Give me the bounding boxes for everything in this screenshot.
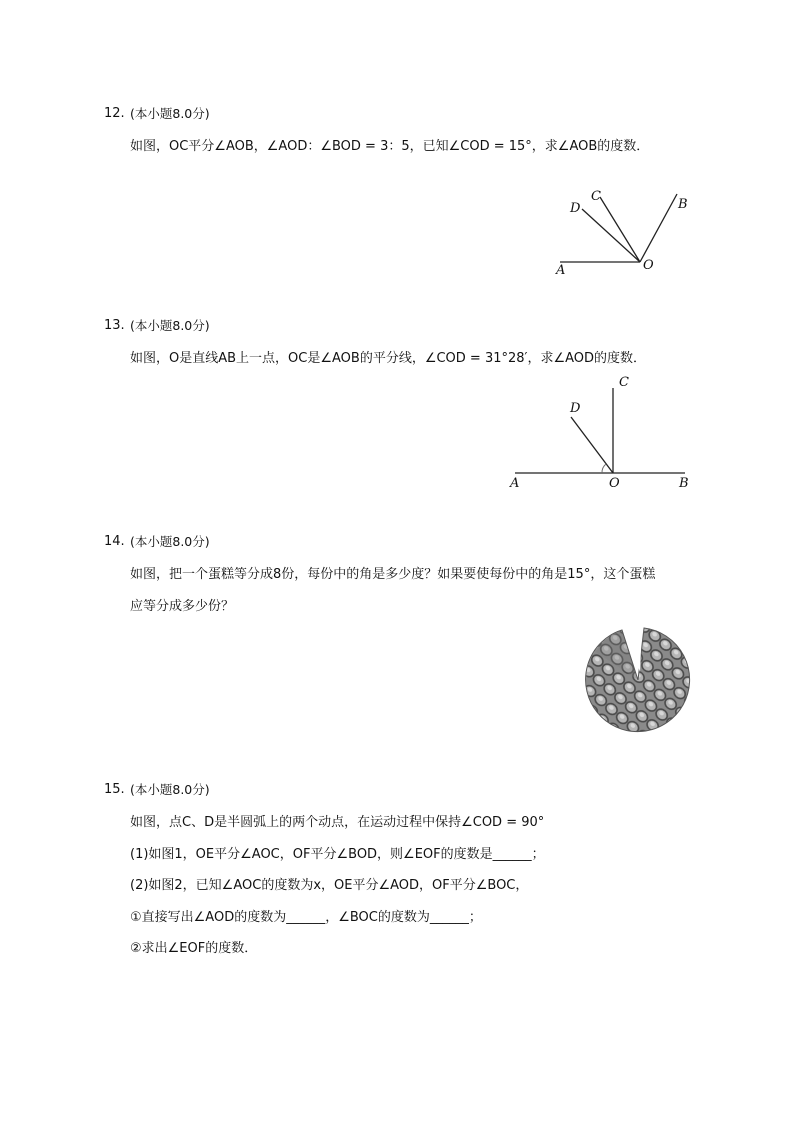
figure-12 xyxy=(550,182,700,286)
question-text-line-4: ①直接写出∠AOD的度数为______，∠BOC的度数为______； xyxy=(130,910,482,925)
question-text: 如图，O是直线AB上一点，OC是∠AOB的平分线，∠COD = 31°28′，求∠AOD的度数． xyxy=(130,351,647,366)
question-text-line-1: 如图，把一个蛋糕等分成8份，每份中的角是多少度？如果要使每份中的角是15°，这个蛋糕 xyxy=(130,567,656,582)
label-o: O xyxy=(609,476,620,491)
label-b: B xyxy=(678,197,688,212)
question-text-line-5: ②求出∠EOF的度数． xyxy=(130,941,258,956)
question-text: 如图，OC平分∠AOB，∠AOD：∠BOD = 3：5，已知∠COD = 15°，求∠AOB的度数． xyxy=(130,139,650,154)
label-c: C xyxy=(619,375,629,390)
question-number: 12. xyxy=(104,105,125,121)
figure-13 xyxy=(505,370,705,499)
question-number: 15. xyxy=(104,781,125,797)
question-number: 14. xyxy=(104,533,125,549)
question-text-line-3: (2)如图2，已知∠AOC的度数为x，OE平分∠AOD，OF平分∠BOC， xyxy=(130,878,529,893)
question-number: 13. xyxy=(104,317,125,333)
label-b: B xyxy=(679,476,689,491)
question-score: (本小题8.0分) xyxy=(130,318,210,333)
question-15 xyxy=(104,780,704,956)
label-d: D xyxy=(570,201,581,216)
question-text-line-2: 应等分成多少份？ xyxy=(130,599,235,614)
label-o: O xyxy=(643,258,654,273)
label-a: A xyxy=(510,476,520,491)
question-score: (本小题8.0分) xyxy=(130,106,210,121)
label-c: C xyxy=(591,189,601,204)
question-text-line-1: 如图，点C、D是半圆弧上的两个动点，在运动过程中保持∠COD = 90° xyxy=(130,815,545,830)
question-12 xyxy=(104,104,704,154)
question-13 xyxy=(104,316,704,366)
question-14 xyxy=(104,532,704,614)
question-text-line-2: (1)如图1，OE平分∠AOC，OF平分∠BOD，则∠EOF的度数是______； xyxy=(130,847,545,862)
question-score: (本小题8.0分) xyxy=(130,782,210,797)
cake-image xyxy=(584,622,694,741)
label-d: D xyxy=(570,401,581,416)
label-a: A xyxy=(556,263,566,278)
question-score: (本小题8.0分) xyxy=(130,534,210,549)
